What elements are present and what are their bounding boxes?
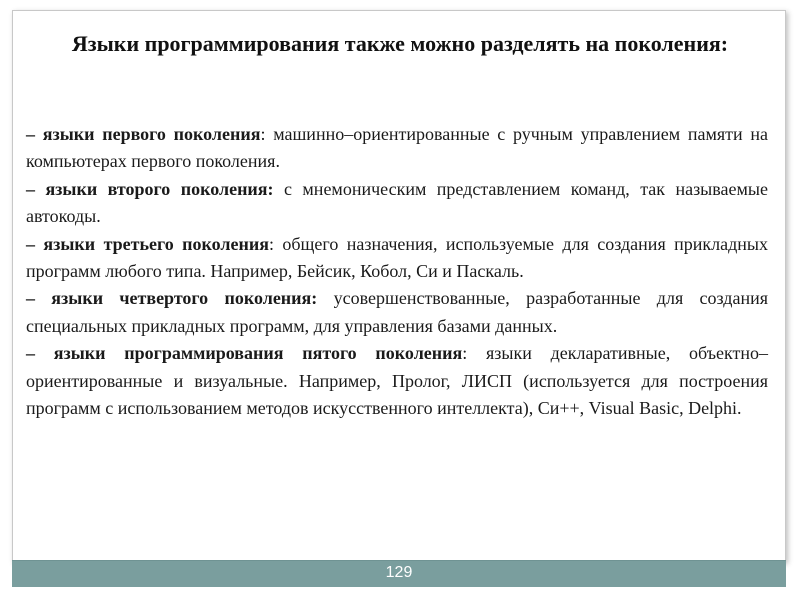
list-item (26, 285, 768, 340)
item-text: : общего назначения, используемые для создания прикладных программ любого типа. Например, Бейсик, Кобол, Си и Паскаль. (26, 233, 768, 282)
item-text: с мнемоническим представлением команд, так называемые автокоды. (26, 178, 768, 227)
list-item (26, 176, 768, 231)
item-text: : языки декларативные, объектно–ориентированные и визуальные. Например, Пролог, ЛИСП (используется для построения программ с использованием методов искусственного интеллекта), Си++, Visual Basic, Delphi. (26, 343, 768, 419)
list-item (26, 121, 768, 176)
slide-body (26, 121, 768, 422)
item-term: – языки первого поколения (26, 124, 261, 144)
item-term: – языки программирования пятого поколения (26, 343, 463, 364)
item-term: – языки четвертого поколения: (26, 288, 318, 309)
slide-title: Языки программирования также можно разделять на поколения: (71, 31, 729, 56)
item-text: : машинно–ориентированные с ручным управлением памяти на компьютерах первого поколения. (26, 124, 768, 172)
item-term: – языки третьего поколения (26, 233, 269, 254)
item-text: усовершенствованные, разработанные для создания специальных прикладных программ, для управления базами данных. (26, 288, 768, 336)
footer-bar (12, 560, 786, 587)
list-item (26, 340, 768, 422)
list-item (26, 231, 768, 286)
item-term: – языки второго поколения: (26, 178, 274, 199)
page-number: 129 (385, 564, 413, 581)
